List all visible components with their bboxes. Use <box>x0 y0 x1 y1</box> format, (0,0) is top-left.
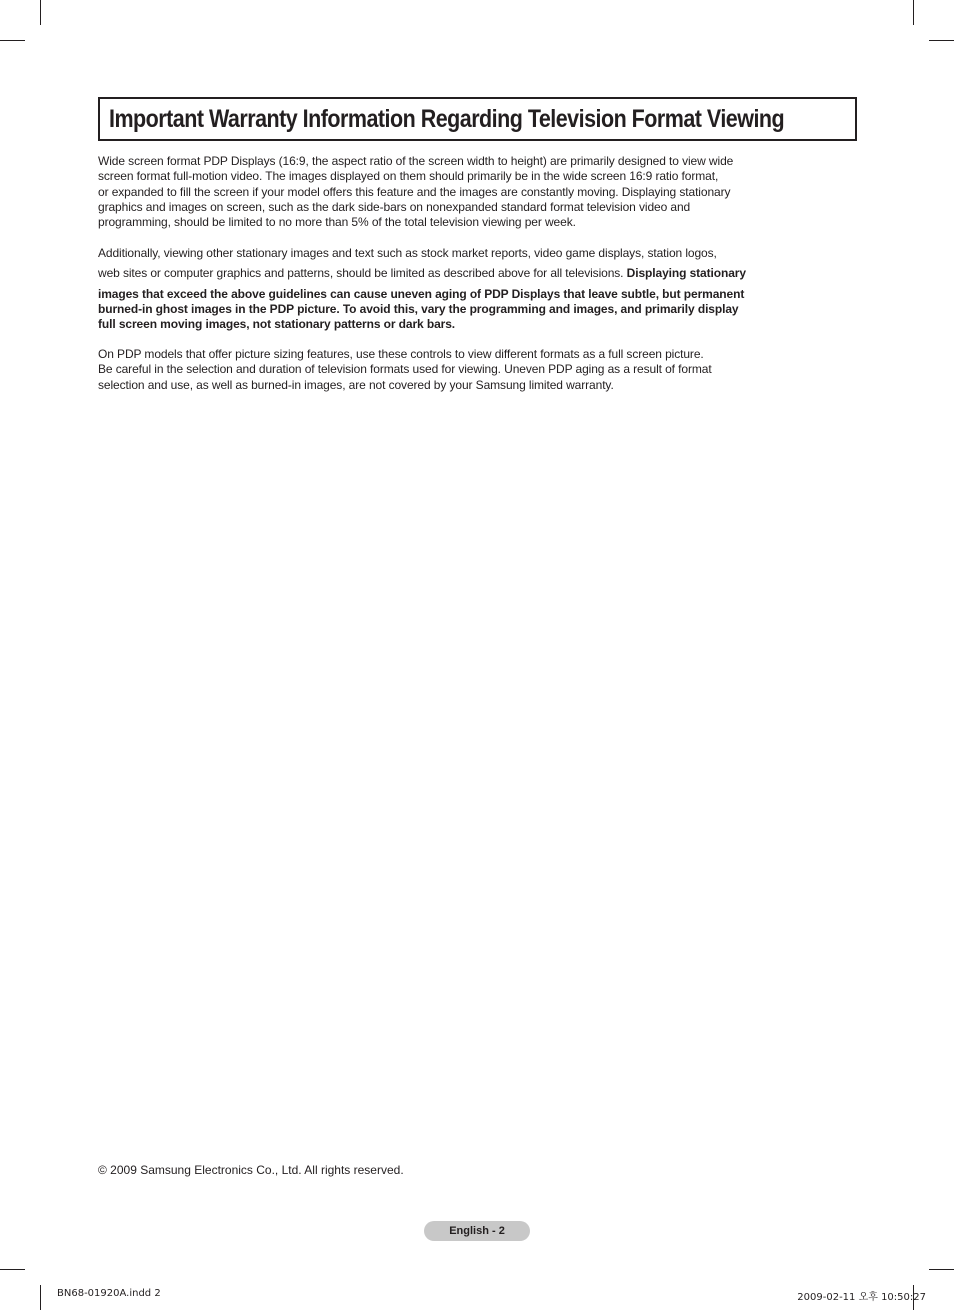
text-line: selection and use, as well as burned-in images, are not covered by your Samsung limited warranty. <box>98 377 614 392</box>
text-line: On PDP models that offer picture sizing features, use these controls to view different formats as a full screen picture. <box>98 347 704 361</box>
crop-mark-bottom-left-horizontal <box>0 1269 25 1270</box>
slug-file-name: BN68-01920A.indd 2 <box>57 1288 161 1299</box>
text-line: graphics and images on screen, such as the dark side-bars on nonexpanded standard format television video and <box>98 199 691 214</box>
page-number-badge <box>424 1221 530 1241</box>
text-regular: web sites or computer graphics and patterns, should be limited as described above for all televisions. <box>98 266 627 281</box>
text-line-bold: images that exceed the above guidelines can cause uneven aging of PDP Displays that leave subtle, but permanent <box>98 286 745 301</box>
title-box <box>98 97 857 141</box>
text-line: or expanded to fill the screen if your model offers this feature and the images are constantly moving. Displaying stationary <box>98 184 731 199</box>
crop-mark-bottom-left-vertical <box>40 1285 41 1310</box>
page-title: Important Warranty Information Regarding Television Format Viewing <box>109 105 785 133</box>
text-line-bold: full screen moving images, not stationary patterns or dark bars. <box>98 317 456 332</box>
text-line: Wide screen format PDP Displays (16:9, the aspect ratio of the screen width to height) are primarily designed to view wide <box>98 154 734 168</box>
crop-mark-top-left-vertical <box>40 0 41 25</box>
copyright-notice: © 2009 Samsung Electronics Co., Ltd. All rights reserved. <box>98 1163 404 1177</box>
page-number-label: English - 2 <box>449 1225 505 1237</box>
text-line: screen format full-motion video. The images displayed on them should primarily be in the wide screen 16:9 ratio format, <box>98 169 719 184</box>
text-line: Be careful in the selection and duration of television formats used for viewing. Uneven PDP aging as a result of format <box>98 362 712 377</box>
crop-mark-top-left-horizontal <box>0 40 25 41</box>
text-line-bold: burned-in ghost images in the PDP picture. To avoid this, vary the programming and images, and primarily display <box>98 301 739 316</box>
crop-mark-bottom-right-horizontal <box>929 1269 954 1270</box>
crop-mark-top-right-vertical <box>913 0 914 25</box>
paragraph-stationary-images <box>98 246 788 332</box>
text-bold-warning: Displaying stationary <box>626 266 746 281</box>
crop-mark-top-right-horizontal <box>929 40 954 41</box>
paragraph-aspect-ratio <box>98 154 788 230</box>
slug-timestamp: 2009-02-11 오후 10:50:27 <box>797 1292 926 1303</box>
text-line-mixed <box>98 266 788 281</box>
text-line: Additionally, viewing other stationary images and text such as stock market reports, video game displays, station logos, <box>98 246 717 260</box>
text-line: programming, should be limited to no more than 5% of the total television viewing per week. <box>98 215 576 230</box>
paragraph-picture-sizing <box>98 347 788 393</box>
